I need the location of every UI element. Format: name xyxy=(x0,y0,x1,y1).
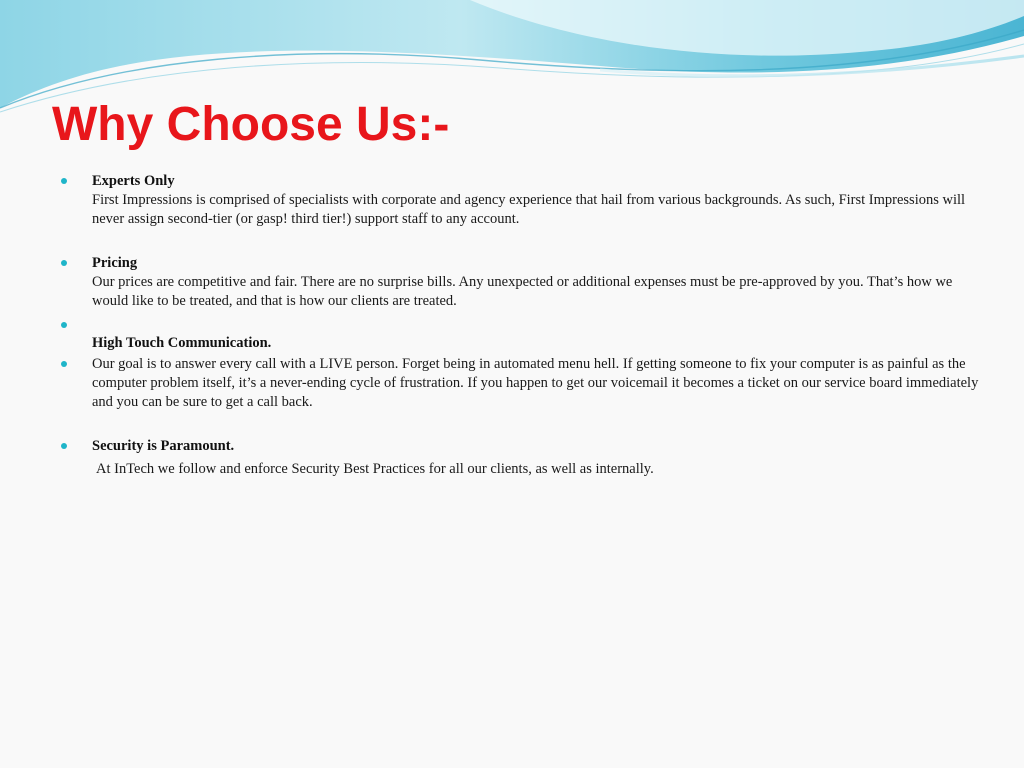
bullet-dot-icon xyxy=(61,322,67,328)
security-text: At InTech we follow and enforce Security Best Practices for all our clients, as well as internally. xyxy=(96,461,654,477)
bullet-dot-icon xyxy=(61,361,67,367)
bullet-item-pricing xyxy=(60,254,980,311)
bullet-item-communication xyxy=(60,355,980,412)
bullet-heading: Experts Only xyxy=(92,173,175,189)
bullet-item-experts xyxy=(60,172,980,229)
bullet-dot-icon xyxy=(61,178,67,184)
bullet-dot-icon xyxy=(61,443,67,449)
bullet-item-security xyxy=(60,437,980,456)
bullet-text: Our goal is to answer every call with a LIVE person. Forget being in automated menu hell. If getting someone to fix your computer is as painful as the computer problem itself, it’s a never-ending cycle of frustration. If you happen to get our voicemail it becomes a ticket on our service board immediately and you can be sure to get a call back. xyxy=(92,356,979,410)
bullet-heading: Security is Paramount. xyxy=(92,438,235,454)
bullet-dot-icon xyxy=(61,260,67,266)
bullet-item-communication-heading xyxy=(60,334,980,353)
bullet-heading: Pricing xyxy=(92,255,138,271)
bullet-list xyxy=(60,172,980,456)
page-title: Why Choose Us:- xyxy=(52,98,450,151)
bullet-text: First Impressions is comprised of specialists with corporate and agency experience that hail from various backgrounds. As such, First Impressions will never assign second-tier (or gasp! third tier!) support staff to any account. xyxy=(92,192,966,227)
bullet-text: Our prices are competitive and fair. There are no surprise bills. Any unexpected or additional expenses must be pre-approved by you. That’s how we would like to be treated, and that is how our clients are treated. xyxy=(92,274,953,309)
bullet-item-empty xyxy=(60,316,980,334)
bullet-heading: High Touch Communication. xyxy=(92,335,272,351)
